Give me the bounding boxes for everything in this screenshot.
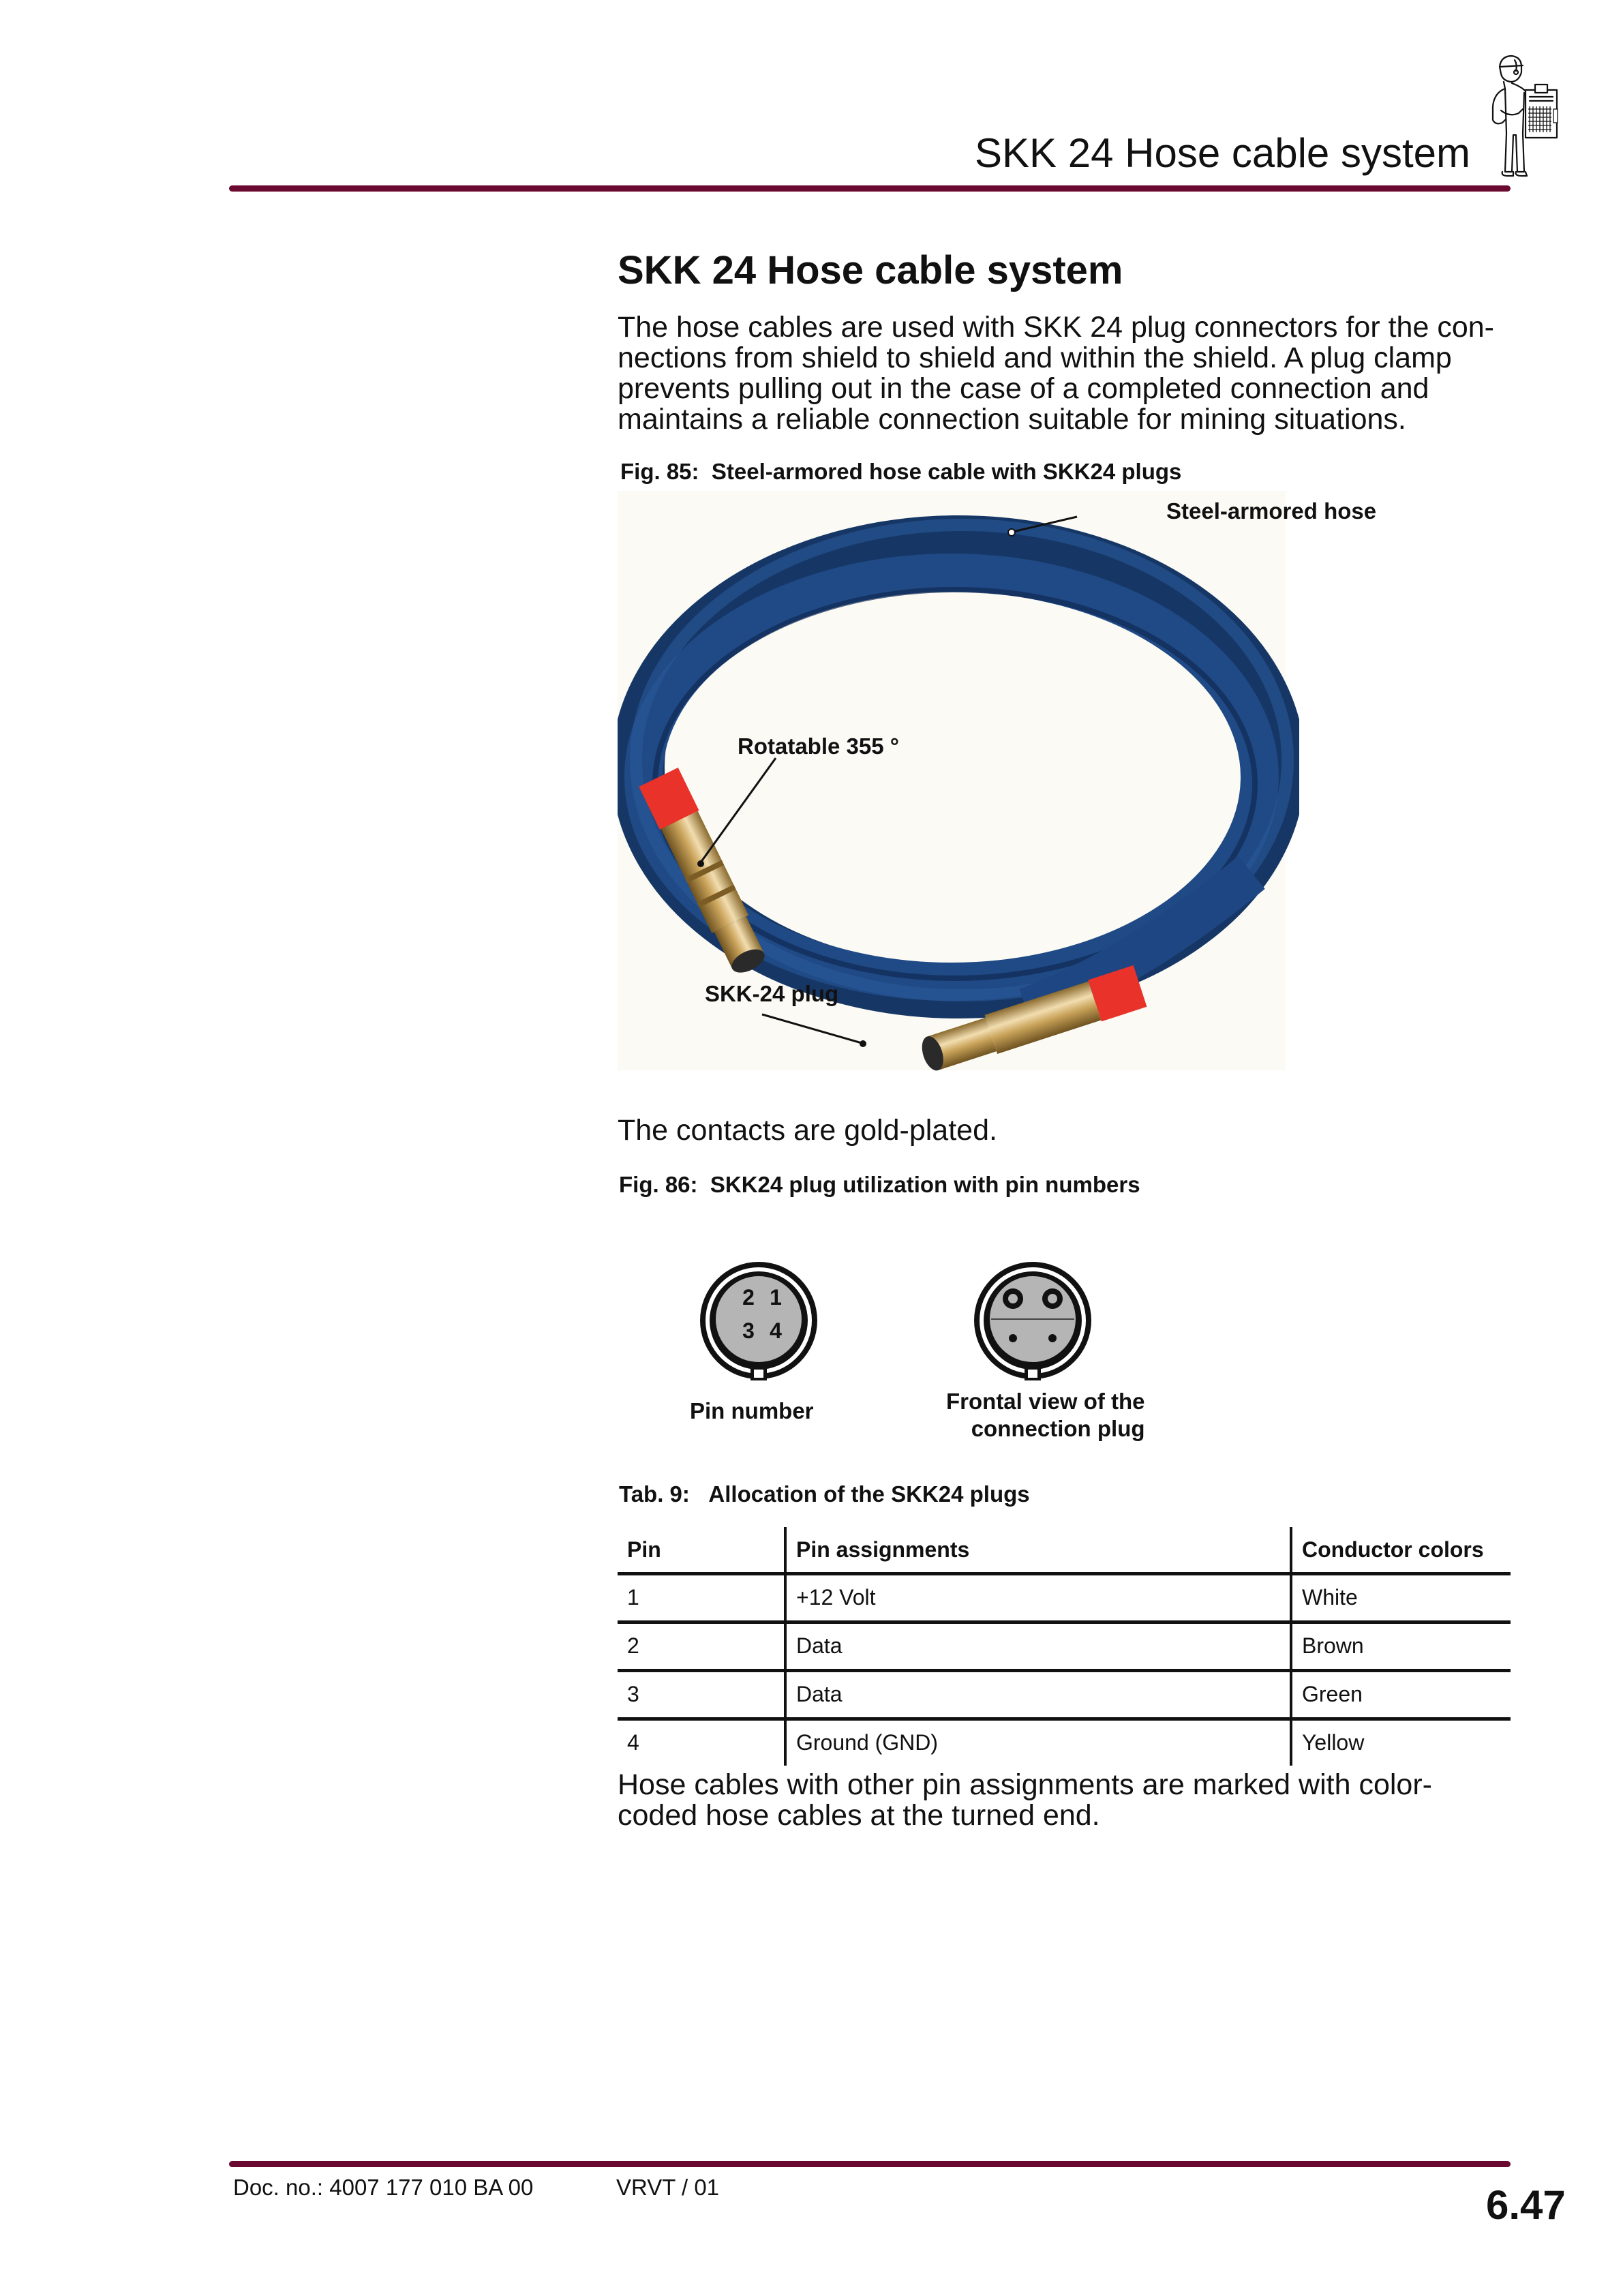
intro-line: maintains a reliable connection suitable for mining situations. xyxy=(618,403,1406,436)
intro-paragraph xyxy=(618,312,1517,435)
plug-allocation-table xyxy=(618,1527,1511,1766)
page-number: 6.47 xyxy=(1486,2182,1566,2228)
table-row xyxy=(618,1719,1511,1766)
figure-86-caption xyxy=(619,1171,1140,1198)
pin-label: 3 xyxy=(742,1318,755,1343)
table-header-row xyxy=(618,1527,1511,1574)
cell-pin: 1 xyxy=(618,1574,785,1622)
intro-line: The hose cables are used with SKK 24 plug connectors for the con- xyxy=(618,311,1494,344)
table-caption-text: Allocation of the SKK24 plugs xyxy=(708,1481,1030,1507)
cell-pin: 4 xyxy=(627,1730,639,1755)
pin-number-diagram xyxy=(694,1258,823,1387)
pin-number-label: Pin number xyxy=(690,1398,814,1423)
table-9-caption xyxy=(619,1481,1030,1508)
table-row xyxy=(618,1622,1511,1671)
pin-label: 2 xyxy=(742,1285,755,1310)
table-row xyxy=(618,1671,1511,1719)
figure-number: Fig. 86: xyxy=(619,1172,698,1197)
figure-85-caption xyxy=(620,458,1181,485)
pin-numbers-grid xyxy=(735,1285,789,1344)
figure-number: Fig. 85: xyxy=(620,459,699,484)
column-header-pin-assignments: Pin assignments xyxy=(785,1527,1291,1574)
closing-line: Hose cables with other pin assignments are marked with color- xyxy=(618,1768,1432,1801)
intro-line: nections from shield to shield and within the shield. A plug clamp xyxy=(618,342,1452,374)
contacts-note: The contacts are gold-plated. xyxy=(618,1114,997,1147)
header-rule xyxy=(229,185,1511,192)
intro-line: prevents pulling out in the case of a completed connection and xyxy=(618,372,1429,405)
footer-rule xyxy=(229,2161,1511,2167)
cell-pin: 2 xyxy=(618,1622,785,1671)
cell-color: Green xyxy=(1291,1671,1511,1719)
document-version: VRVT / 01 xyxy=(616,2175,720,2200)
callout-steel-armored-hose: Steel-armored hose xyxy=(1166,498,1377,524)
column-header-pin: Pin xyxy=(618,1527,785,1574)
cell-assignment: +12 Volt xyxy=(785,1574,1291,1622)
frontal-view-label-line1: Frontal view of the xyxy=(946,1389,1145,1414)
callout-rotatable: Rotatable 355 ° xyxy=(738,734,899,759)
frontal-view-label xyxy=(946,1388,1145,1442)
figure-caption-text: SKK24 plug utilization with pin numbers xyxy=(710,1172,1140,1197)
frontal-view-diagram xyxy=(968,1258,1097,1387)
cell-color: Yellow xyxy=(1291,1719,1511,1766)
cell-assignment: Ground (GND) xyxy=(785,1719,1291,1766)
section-heading: SKK 24 Hose cable system xyxy=(618,248,1123,292)
closing-line: coded hose cables at the turned end. xyxy=(618,1799,1100,1832)
callout-skk24-plug: SKK-24 plug xyxy=(705,981,839,1006)
running-header-title: SKK 24 Hose cable system xyxy=(974,130,1470,176)
column-header-conductor-colors: Conductor colors xyxy=(1291,1527,1511,1574)
connector-front-icon xyxy=(968,1258,1097,1387)
cell-assignment: Data xyxy=(785,1671,1291,1719)
worker-with-clipboard-icon xyxy=(1485,52,1566,181)
table-number: Tab. 9: xyxy=(619,1481,690,1507)
cell-assignment: Data xyxy=(785,1622,1291,1671)
pin-label: 4 xyxy=(770,1318,782,1343)
cell-color: Brown xyxy=(1291,1622,1511,1671)
closing-paragraph xyxy=(618,1770,1517,1831)
hose-cable-photo xyxy=(618,491,1377,1077)
pin-label: 1 xyxy=(770,1285,782,1310)
cell-pin: 3 xyxy=(618,1671,785,1719)
frontal-view-label-line2: connection plug xyxy=(971,1416,1145,1441)
table-row xyxy=(618,1574,1511,1622)
cell-color: White xyxy=(1291,1574,1511,1622)
document-number: Doc. no.: 4007 177 010 BA 00 xyxy=(233,2175,534,2200)
figure-caption-text: Steel-armored hose cable with SKK24 plugs xyxy=(711,459,1182,484)
